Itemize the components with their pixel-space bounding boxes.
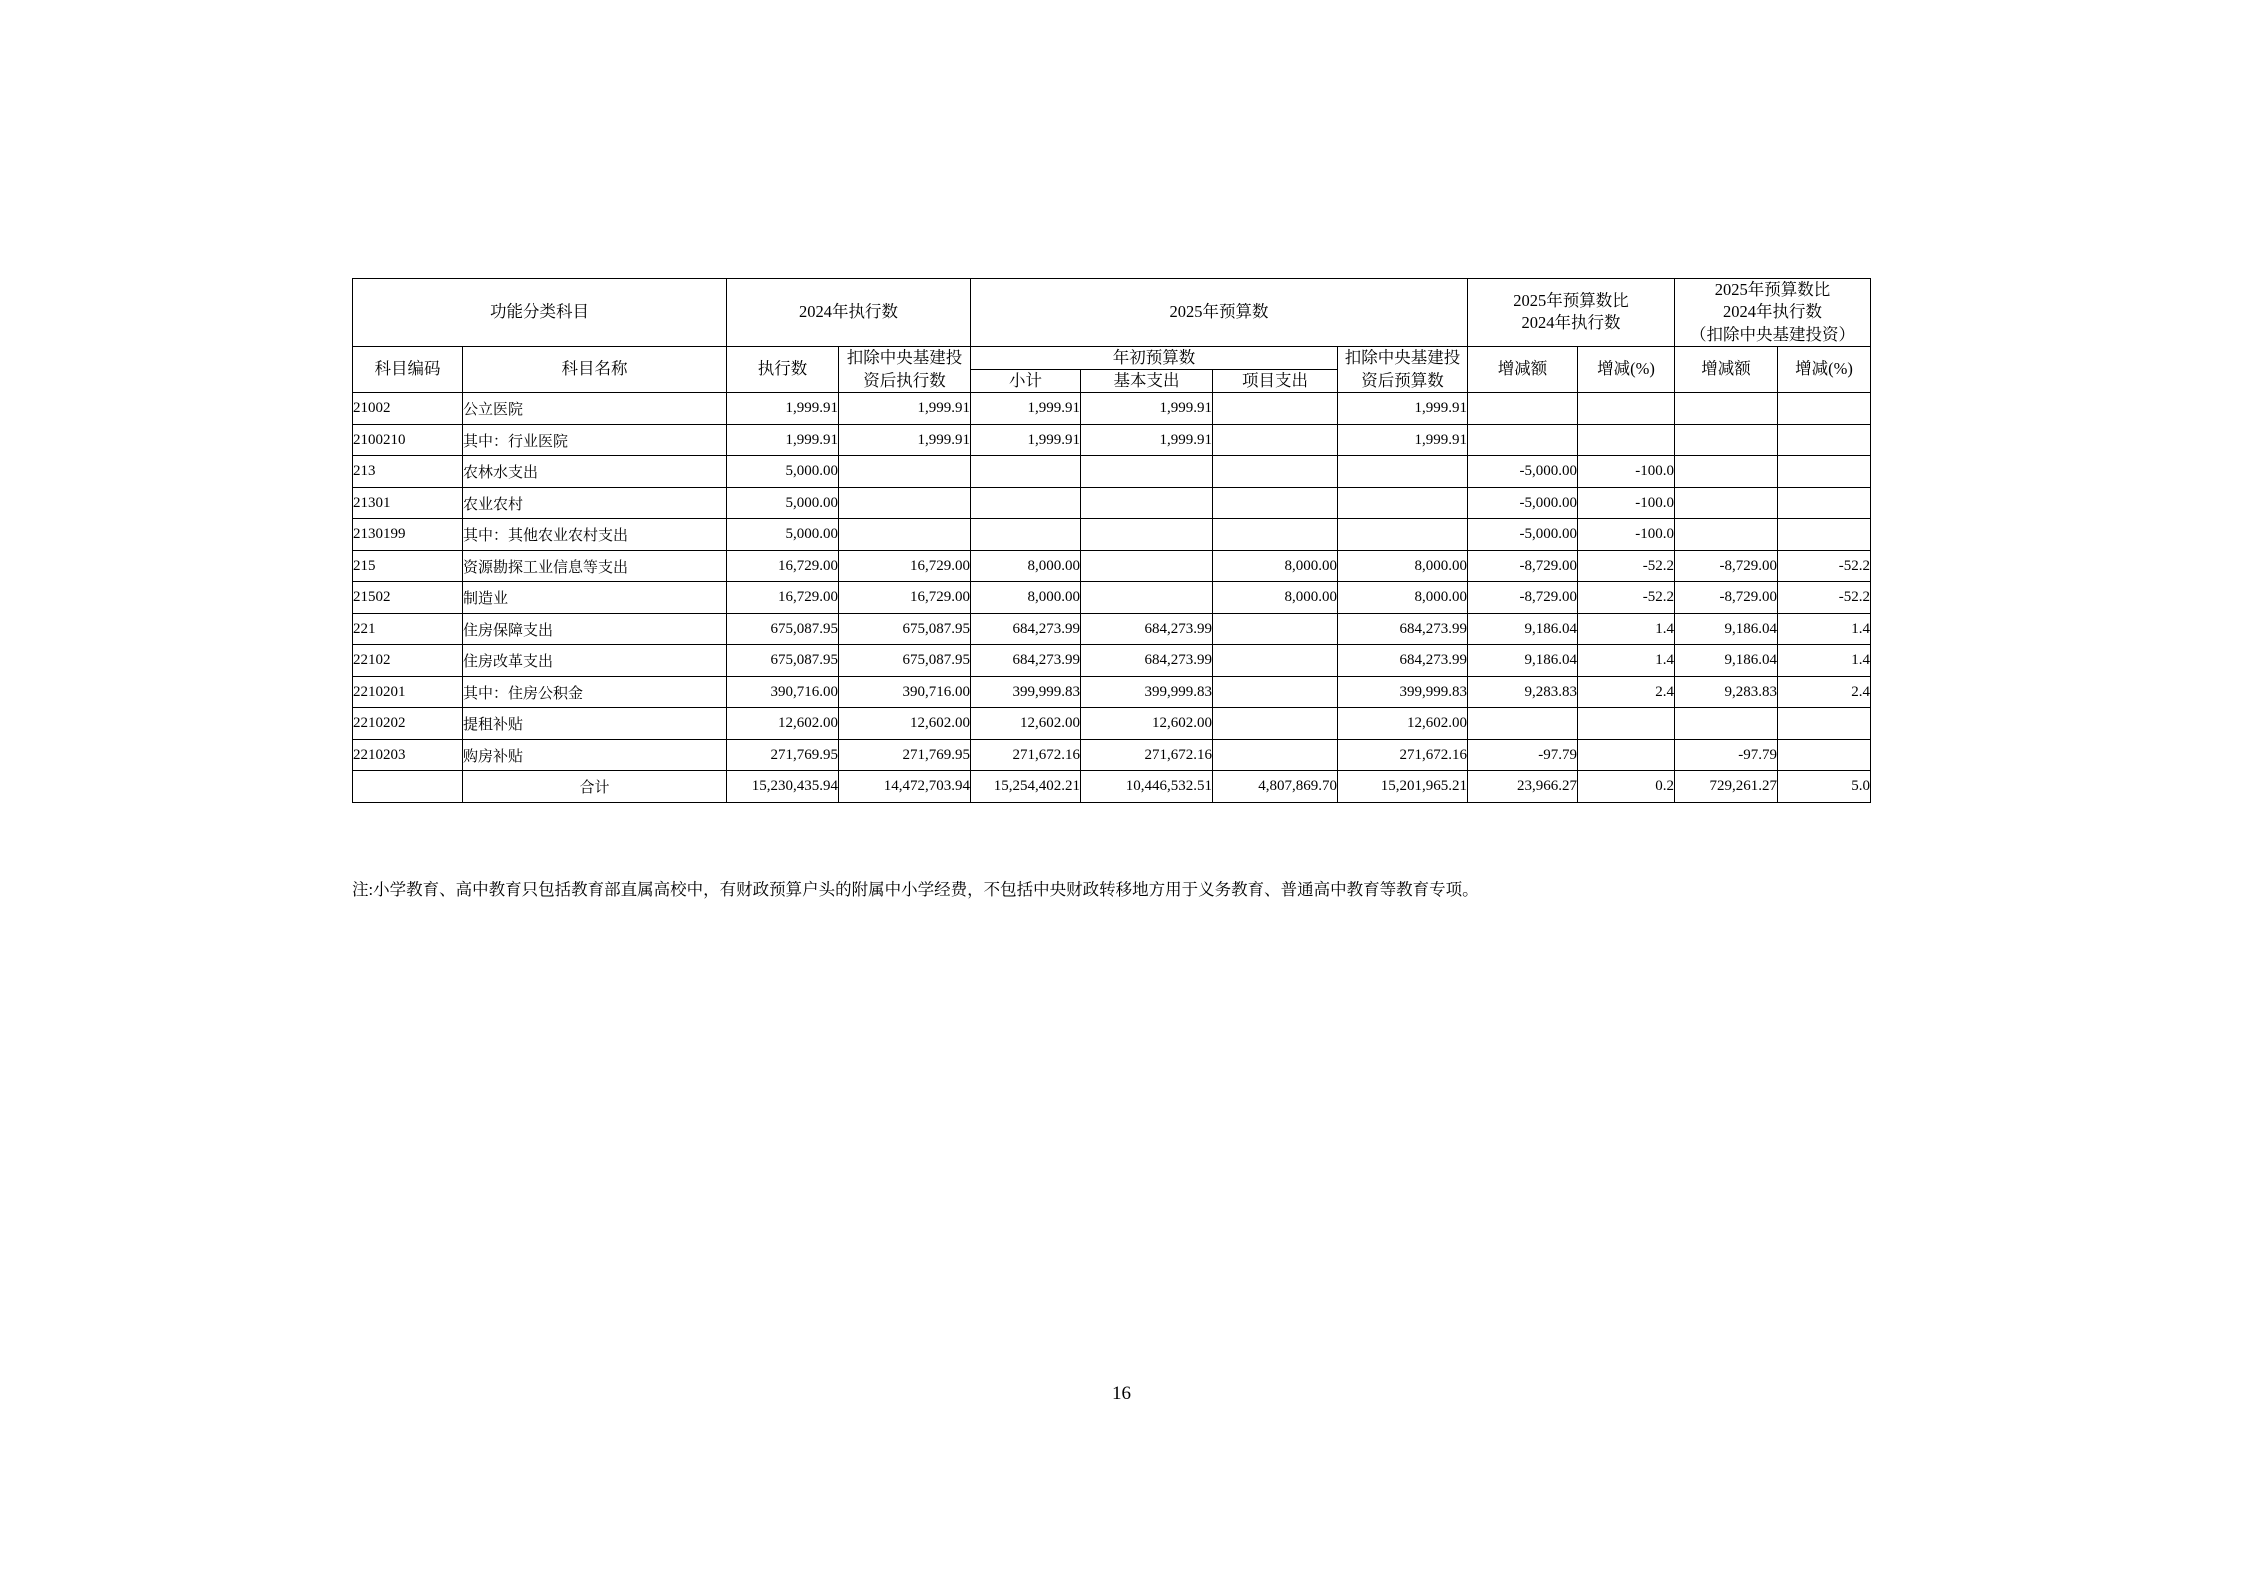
cell-budget-excl: 399,999.83 — [1338, 676, 1468, 708]
cell-change-pct2 — [1778, 456, 1871, 488]
cell-actual-excl: 16,729.00 — [839, 550, 971, 582]
cell-actual: 16,729.00 — [727, 550, 839, 582]
cell-change-pct: 1.4 — [1578, 613, 1675, 645]
cell-actual-excl: 1,999.91 — [839, 424, 971, 456]
cell-actual: 5,000.00 — [727, 456, 839, 488]
cell-change-amt2 — [1675, 424, 1778, 456]
cell-subtotal — [971, 519, 1081, 551]
cell-actual-excl: 675,087.95 — [839, 645, 971, 677]
cell-change-amt — [1468, 708, 1578, 740]
header-col-basic: 基本支出 — [1081, 370, 1213, 393]
cell-change-amt2: -8,729.00 — [1675, 582, 1778, 614]
cell-change-pct: -52.2 — [1578, 582, 1675, 614]
cell-budget-excl: 684,273.99 — [1338, 613, 1468, 645]
table-row — [353, 456, 1871, 488]
cell-change-pct2: -52.2 — [1778, 582, 1871, 614]
table-row — [353, 645, 1871, 677]
cell-change-amt: -97.79 — [1468, 739, 1578, 771]
header-group-compare-actual-line2: 2024年执行数 — [1521, 313, 1621, 333]
cell-change-pct: -100.0 — [1578, 519, 1675, 551]
table-row — [353, 708, 1871, 740]
cell-change-pct2 — [1778, 708, 1871, 740]
cell-code: 21002 — [353, 393, 463, 425]
cell-name: 公立医院 — [463, 393, 727, 425]
header-col-actual: 执行数 — [727, 346, 839, 393]
cell-change-pct2: 5.0 — [1778, 771, 1871, 803]
header-col-name: 科目名称 — [463, 346, 727, 393]
cell-code: 2210203 — [353, 739, 463, 771]
cell-change-amt: 9,186.04 — [1468, 645, 1578, 677]
header-col-actual-excl — [839, 346, 971, 393]
cell-actual-excl: 12,602.00 — [839, 708, 971, 740]
cell-change-pct — [1578, 393, 1675, 425]
cell-name: 农林水支出 — [463, 456, 727, 488]
cell-change-amt2 — [1675, 393, 1778, 425]
cell-basic — [1081, 519, 1213, 551]
cell-project: 8,000.00 — [1213, 550, 1338, 582]
cell-project — [1213, 456, 1338, 488]
header-row-groups — [353, 279, 1871, 347]
cell-code: 21301 — [353, 487, 463, 519]
cell-project: 8,000.00 — [1213, 582, 1338, 614]
cell-project — [1213, 424, 1338, 456]
cell-actual: 1,999.91 — [727, 424, 839, 456]
table-row — [353, 519, 1871, 551]
cell-change-pct2: 2.4 — [1778, 676, 1871, 708]
header-col-change-pct2: 增减(%) — [1778, 346, 1871, 393]
header-group-compare-excl-line1: 2025年预算数比 — [1714, 280, 1831, 299]
cell-change-amt: -5,000.00 — [1468, 519, 1578, 551]
header-col-actual-excl-line1: 扣除中央基建投 — [846, 348, 963, 368]
cell-change-pct2 — [1778, 424, 1871, 456]
cell-project — [1213, 708, 1338, 740]
cell-change-pct — [1578, 708, 1675, 740]
cell-change-amt2 — [1675, 456, 1778, 488]
cell-subtotal — [971, 487, 1081, 519]
cell-change-amt: 9,186.04 — [1468, 613, 1578, 645]
cell-actual: 15,230,435.94 — [727, 771, 839, 803]
cell-budget-excl — [1338, 456, 1468, 488]
header-group-2024-actual: 2024年执行数 — [727, 279, 971, 347]
cell-change-pct: 0.2 — [1578, 771, 1675, 803]
table-row — [353, 393, 1871, 425]
cell-change-amt: -8,729.00 — [1468, 582, 1578, 614]
table-row — [353, 550, 1871, 582]
cell-change-pct: -52.2 — [1578, 550, 1675, 582]
cell-actual: 5,000.00 — [727, 487, 839, 519]
cell-code: 21502 — [353, 582, 463, 614]
cell-change-pct: -100.0 — [1578, 487, 1675, 519]
cell-basic: 684,273.99 — [1081, 613, 1213, 645]
cell-budget-excl: 684,273.99 — [1338, 645, 1468, 677]
cell-change-amt: -8,729.00 — [1468, 550, 1578, 582]
budget-table — [352, 278, 1871, 803]
cell-name: 其中：其他农业农村支出 — [463, 519, 727, 551]
cell-code: 213 — [353, 456, 463, 488]
header-col-budget-excl-line1: 扣除中央基建投 — [1344, 348, 1461, 368]
cell-subtotal: 12,602.00 — [971, 708, 1081, 740]
cell-name: 住房保障支出 — [463, 613, 727, 645]
cell-basic — [1081, 456, 1213, 488]
cell-change-amt2: -97.79 — [1675, 739, 1778, 771]
cell-change-pct2 — [1778, 739, 1871, 771]
cell-change-pct2 — [1778, 519, 1871, 551]
cell-actual-excl: 390,716.00 — [839, 676, 971, 708]
header-group-subject: 功能分类科目 — [353, 279, 727, 347]
page-number: 16 — [1112, 1383, 1131, 1404]
cell-change-pct2: 1.4 — [1778, 645, 1871, 677]
header-group-compare-excl-line3: （扣除中央基建投资） — [1690, 324, 1855, 344]
cell-actual-excl: 14,472,703.94 — [839, 771, 971, 803]
cell-actual: 16,729.00 — [727, 582, 839, 614]
cell-code: 215 — [353, 550, 463, 582]
cell-change-amt: -5,000.00 — [1468, 487, 1578, 519]
cell-actual-excl: 675,087.95 — [839, 613, 971, 645]
cell-actual: 12,602.00 — [727, 708, 839, 740]
cell-change-pct: 1.4 — [1578, 645, 1675, 677]
cell-actual: 675,087.95 — [727, 645, 839, 677]
header-col-project: 项目支出 — [1213, 370, 1338, 393]
cell-basic: 399,999.83 — [1081, 676, 1213, 708]
cell-change-amt — [1468, 424, 1578, 456]
cell-basic: 684,273.99 — [1081, 645, 1213, 677]
cell-actual-excl: 1,999.91 — [839, 393, 971, 425]
cell-project — [1213, 739, 1338, 771]
header-col-code: 科目编码 — [353, 346, 463, 393]
cell-change-pct: 2.4 — [1578, 676, 1675, 708]
cell-code: 2130199 — [353, 519, 463, 551]
cell-project: 4,807,869.70 — [1213, 771, 1338, 803]
cell-subtotal — [971, 456, 1081, 488]
cell-name: 资源勘探工业信息等支出 — [463, 550, 727, 582]
cell-basic: 10,446,532.51 — [1081, 771, 1213, 803]
cell-change-amt2 — [1675, 487, 1778, 519]
cell-change-pct2 — [1778, 487, 1871, 519]
cell-subtotal: 8,000.00 — [971, 550, 1081, 582]
header-group-compare-actual-line1: 2025年预算数比 — [1513, 291, 1629, 311]
cell-subtotal: 684,273.99 — [971, 645, 1081, 677]
cell-basic: 1,999.91 — [1081, 393, 1213, 425]
cell-project — [1213, 613, 1338, 645]
cell-basic — [1081, 550, 1213, 582]
header-group-compare-excl — [1675, 279, 1871, 347]
cell-change-pct — [1578, 739, 1675, 771]
cell-basic: 12,602.00 — [1081, 708, 1213, 740]
cell-name: 其中：行业医院 — [463, 424, 727, 456]
cell-name: 提租补贴 — [463, 708, 727, 740]
header-col-begin-budget: 年初预算数 — [971, 346, 1338, 369]
header-group-compare-actual — [1468, 279, 1675, 347]
cell-basic: 1,999.91 — [1081, 424, 1213, 456]
cell-basic — [1081, 582, 1213, 614]
cell-name: 合计 — [463, 771, 727, 803]
cell-budget-excl: 271,672.16 — [1338, 739, 1468, 771]
cell-basic — [1081, 487, 1213, 519]
cell-change-pct: -100.0 — [1578, 456, 1675, 488]
cell-change-pct2 — [1778, 393, 1871, 425]
cell-change-amt2: 9,186.04 — [1675, 613, 1778, 645]
table-row — [353, 676, 1871, 708]
cell-budget-excl: 1,999.91 — [1338, 393, 1468, 425]
cell-budget-excl: 12,602.00 — [1338, 708, 1468, 740]
cell-subtotal: 399,999.83 — [971, 676, 1081, 708]
cell-budget-excl: 8,000.00 — [1338, 582, 1468, 614]
cell-code — [353, 771, 463, 803]
cell-subtotal: 1,999.91 — [971, 424, 1081, 456]
header-group-2025-budget: 2025年预算数 — [971, 279, 1468, 347]
cell-project — [1213, 487, 1338, 519]
cell-actual-excl — [839, 519, 971, 551]
cell-subtotal: 271,672.16 — [971, 739, 1081, 771]
cell-change-pct2: -52.2 — [1778, 550, 1871, 582]
table-header — [353, 279, 1871, 393]
table-row — [353, 487, 1871, 519]
cell-project — [1213, 645, 1338, 677]
cell-code: 2100210 — [353, 424, 463, 456]
header-row-sub1 — [353, 346, 1871, 369]
cell-actual: 271,769.95 — [727, 739, 839, 771]
cell-subtotal: 8,000.00 — [971, 582, 1081, 614]
table-row — [353, 424, 1871, 456]
cell-name: 制造业 — [463, 582, 727, 614]
cell-change-pct — [1578, 424, 1675, 456]
cell-budget-excl: 8,000.00 — [1338, 550, 1468, 582]
header-group-compare-excl-line2: 2024年执行数 — [1723, 302, 1822, 322]
cell-budget-excl — [1338, 519, 1468, 551]
header-col-budget-excl — [1338, 346, 1468, 393]
cell-project — [1213, 519, 1338, 551]
cell-change-amt2: 9,186.04 — [1675, 645, 1778, 677]
header-col-budget-excl-line2: 资后预算数 — [1361, 370, 1444, 390]
cell-actual-excl: 16,729.00 — [839, 582, 971, 614]
header-col-actual-excl-line2: 资后执行数 — [863, 370, 946, 390]
cell-basic: 271,672.16 — [1081, 739, 1213, 771]
cell-code: 22102 — [353, 645, 463, 677]
cell-code: 221 — [353, 613, 463, 645]
header-col-change-amt: 增减额 — [1468, 346, 1578, 393]
cell-change-amt: -5,000.00 — [1468, 456, 1578, 488]
cell-project — [1213, 393, 1338, 425]
cell-change-amt2 — [1675, 708, 1778, 740]
cell-subtotal: 15,254,402.21 — [971, 771, 1081, 803]
cell-subtotal: 1,999.91 — [971, 393, 1081, 425]
cell-project — [1213, 676, 1338, 708]
cell-actual-excl: 271,769.95 — [839, 739, 971, 771]
budget-table-container — [352, 278, 1870, 803]
cell-name: 其中：住房公积金 — [463, 676, 727, 708]
table-body — [353, 393, 1871, 803]
cell-name: 农业农村 — [463, 487, 727, 519]
header-col-change-pct: 增减(%) — [1578, 346, 1675, 393]
cell-change-amt2 — [1675, 519, 1778, 551]
cell-actual-excl — [839, 456, 971, 488]
cell-name: 购房补贴 — [463, 739, 727, 771]
cell-actual: 1,999.91 — [727, 393, 839, 425]
cell-budget-excl: 15,201,965.21 — [1338, 771, 1468, 803]
cell-code: 2210201 — [353, 676, 463, 708]
cell-budget-excl: 1,999.91 — [1338, 424, 1468, 456]
cell-code: 2210202 — [353, 708, 463, 740]
cell-actual: 390,716.00 — [727, 676, 839, 708]
cell-change-amt: 23,966.27 — [1468, 771, 1578, 803]
table-note: 注:小学教育、高中教育只包括教育部直属高校中，有财政预算户头的附属中小学经费，不包括中央财政转移地方用于义务教育、普通高中教育等教育专项。 — [352, 880, 1479, 899]
table-row — [353, 582, 1871, 614]
cell-actual: 675,087.95 — [727, 613, 839, 645]
cell-actual-excl — [839, 487, 971, 519]
cell-change-pct2: 1.4 — [1778, 613, 1871, 645]
cell-change-amt2: -8,729.00 — [1675, 550, 1778, 582]
table-row — [353, 739, 1871, 771]
cell-change-amt: 9,283.83 — [1468, 676, 1578, 708]
table-row — [353, 613, 1871, 645]
header-col-subtotal: 小计 — [971, 370, 1081, 393]
header-col-change-amt2: 增减额 — [1675, 346, 1778, 393]
cell-name: 住房改革支出 — [463, 645, 727, 677]
cell-change-amt — [1468, 393, 1578, 425]
cell-actual: 5,000.00 — [727, 519, 839, 551]
cell-subtotal: 684,273.99 — [971, 613, 1081, 645]
cell-change-amt2: 729,261.27 — [1675, 771, 1778, 803]
table-row — [353, 771, 1871, 803]
cell-budget-excl — [1338, 487, 1468, 519]
cell-change-amt2: 9,283.83 — [1675, 676, 1778, 708]
